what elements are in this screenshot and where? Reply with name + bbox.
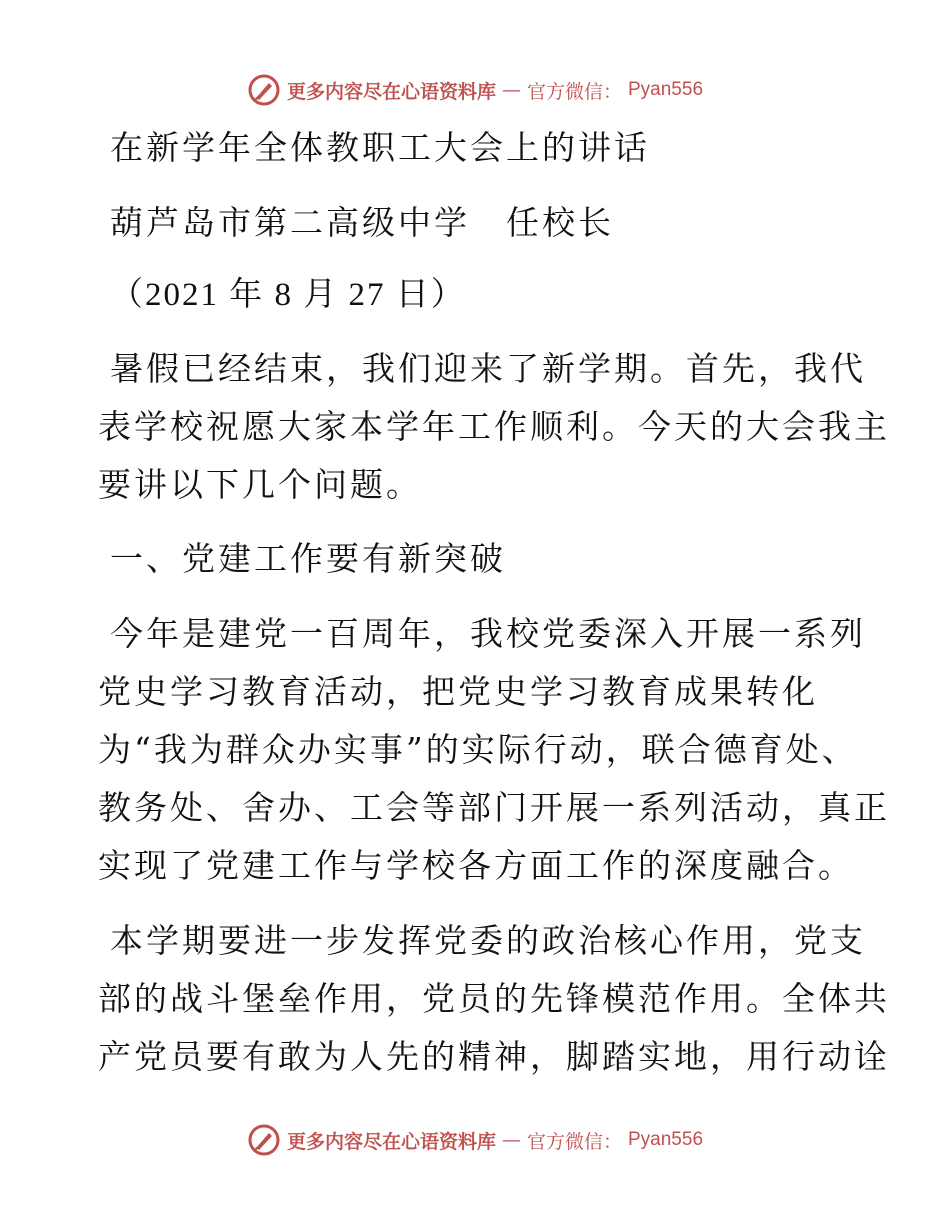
document-date: （2021 年 8 月 27 日） — [110, 277, 466, 313]
watermark-dash: — — [501, 1129, 521, 1151]
paragraph-2-line: 党史学习教育活动，把党史学习教育成果转化 — [98, 672, 818, 711]
watermark-official-label: 官方微信： — [526, 1130, 622, 1153]
watermark-text: 更多内容尽在心语资料库 — [286, 80, 496, 103]
paragraph-2-line: 今年是建党一百周年，我校党委深入开展一系列 — [110, 614, 866, 653]
paragraph-2-line: 为“我为群众办实事”的实际行动，联合德育处、 — [98, 730, 858, 769]
watermark-text: 更多内容尽在心语资料库 — [286, 1130, 496, 1153]
watermark-official-label: 官方微信： — [526, 80, 622, 103]
watermark-dash: — — [501, 79, 521, 101]
paragraph-1-line: 暑假已经结束，我们迎来了新学期。首先，我代 — [110, 349, 866, 388]
document-title: 在新学年全体教职工大会上的讲话 — [110, 128, 650, 167]
paragraph-1-line: 要讲以下几个问题。 — [98, 465, 422, 504]
quill-logo-icon — [247, 1123, 281, 1157]
section-heading: 一、党建工作要有新突破 — [110, 539, 506, 578]
paragraph-3-line: 产党员要有敢为人先的精神，脚踏实地，用行动诠 — [98, 1037, 890, 1076]
watermark-footer — [0, 1120, 950, 1160]
paragraph-1-line: 表学校祝愿大家本学年工作顺利。今天的大会我主 — [98, 407, 890, 446]
watermark-wechat-id: Pyan556 — [628, 79, 704, 100]
paragraph-3-line: 本学期要进一步发挥党委的政治核心作用，党支 — [110, 921, 866, 960]
paragraph-3-line: 部的战斗堡垒作用，党员的先锋模范作用。全体共 — [98, 979, 890, 1018]
quill-logo-icon — [247, 73, 281, 107]
paragraph-2-line: 教务处、舍办、工会等部门开展一系列活动，真正 — [98, 788, 890, 827]
paragraph-2-line: 实现了党建工作与学校各方面工作的深度融合。 — [98, 846, 854, 885]
document-author: 葫芦岛市第二高级中学 任校长 — [110, 203, 614, 242]
watermark-wechat-id: Pyan556 — [628, 1129, 704, 1150]
watermark-header — [0, 70, 950, 110]
